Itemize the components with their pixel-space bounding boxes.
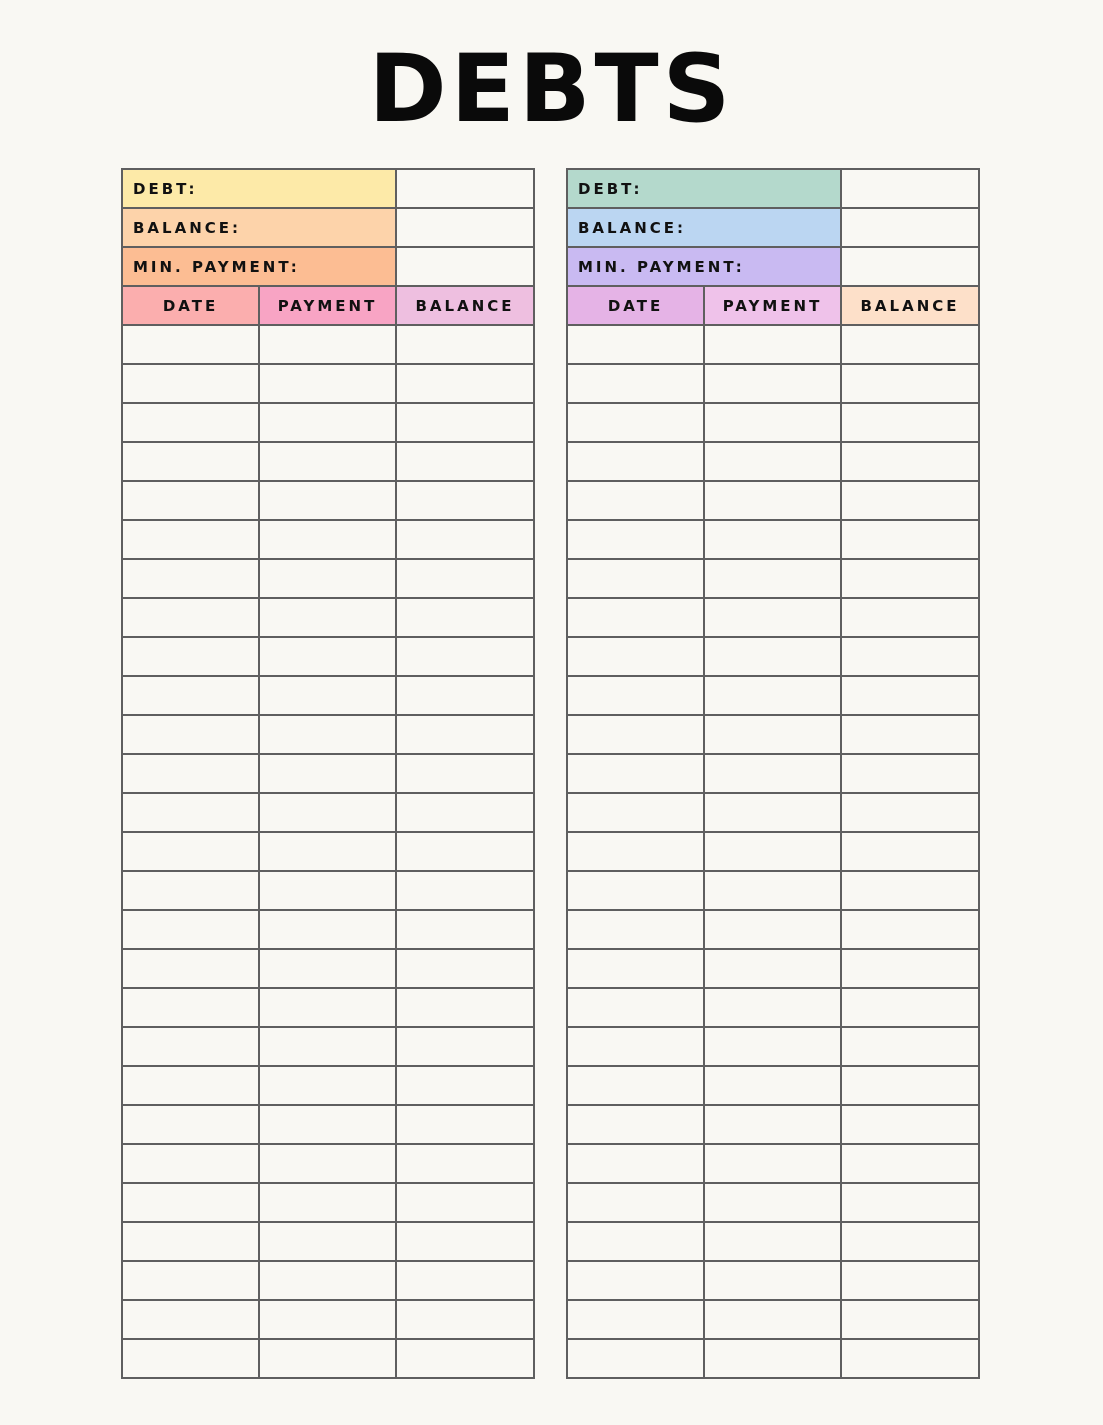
payment-entry-cell[interactable] <box>704 1027 841 1066</box>
date-entry-cell[interactable] <box>122 910 259 949</box>
payment-entry-cell[interactable] <box>704 1066 841 1105</box>
date-entry-cell[interactable] <box>567 364 704 403</box>
entry-row <box>567 637 979 676</box>
date-column-header: DATE <box>567 286 704 325</box>
entry-row <box>567 442 979 481</box>
debt-label: DEBT: <box>567 169 841 208</box>
balance-entry-cell[interactable] <box>841 1027 979 1066</box>
balance-entry-cell[interactable] <box>396 949 534 988</box>
min-payment-label: MIN. PAYMENT: <box>567 247 841 286</box>
entry-row <box>122 1339 534 1378</box>
date-entry-cell[interactable] <box>567 715 704 754</box>
entry-row <box>122 325 534 364</box>
entry-row <box>122 403 534 442</box>
entry-row <box>567 1183 979 1222</box>
balance-entry-cell[interactable] <box>841 949 979 988</box>
date-entry-cell[interactable] <box>567 676 704 715</box>
balance-label: BALANCE: <box>567 208 841 247</box>
date-entry-cell[interactable] <box>122 1027 259 1066</box>
entry-row <box>122 559 534 598</box>
debt-tracker-left <box>121 168 535 1379</box>
page-title: DEBTS <box>368 35 735 144</box>
balance-entry-cell[interactable] <box>841 598 979 637</box>
payment-entry-cell[interactable] <box>704 403 841 442</box>
payment-entry-cell[interactable] <box>259 520 396 559</box>
entry-row <box>567 1300 979 1339</box>
date-entry-cell[interactable] <box>567 949 704 988</box>
payment-entry-cell[interactable] <box>259 364 396 403</box>
payment-entry-cell[interactable] <box>259 559 396 598</box>
date-entry-cell[interactable] <box>567 1339 704 1378</box>
balance-column-header: BALANCE <box>841 286 979 325</box>
balance-entry-cell[interactable] <box>396 481 534 520</box>
entry-row <box>122 520 534 559</box>
entry-row <box>567 325 979 364</box>
balance-entry-cell[interactable] <box>396 598 534 637</box>
date-entry-cell[interactable] <box>567 520 704 559</box>
balance-entry-cell[interactable] <box>841 754 979 793</box>
balance-entry-cell[interactable] <box>841 520 979 559</box>
date-entry-cell[interactable] <box>567 1105 704 1144</box>
balance-entry-cell[interactable] <box>396 1105 534 1144</box>
min-payment-value-field[interactable] <box>841 247 979 286</box>
entry-row <box>122 364 534 403</box>
payment-entry-cell[interactable] <box>704 637 841 676</box>
balance-entry-cell[interactable] <box>841 637 979 676</box>
date-entry-cell[interactable] <box>567 1183 704 1222</box>
debt-value-field[interactable] <box>841 169 979 208</box>
payment-entry-cell[interactable] <box>259 754 396 793</box>
balance-entry-cell[interactable] <box>396 676 534 715</box>
entry-row <box>567 1222 979 1261</box>
date-entry-cell[interactable] <box>567 1066 704 1105</box>
entry-row <box>567 1027 979 1066</box>
date-entry-cell[interactable] <box>122 598 259 637</box>
entry-row <box>567 481 979 520</box>
payment-entry-cell[interactable] <box>704 715 841 754</box>
date-entry-cell[interactable] <box>567 1261 704 1300</box>
date-entry-cell[interactable] <box>122 403 259 442</box>
debt-tracker-right <box>566 168 980 1379</box>
date-entry-cell[interactable] <box>122 988 259 1027</box>
date-entry-cell[interactable] <box>567 871 704 910</box>
payment-entry-cell[interactable] <box>259 1105 396 1144</box>
entry-row <box>567 403 979 442</box>
balance-entry-cell[interactable] <box>841 1261 979 1300</box>
date-entry-cell[interactable] <box>567 442 704 481</box>
payment-entry-cell[interactable] <box>259 1027 396 1066</box>
entry-row <box>122 1105 534 1144</box>
balance-entry-cell[interactable] <box>396 1222 534 1261</box>
balance-entry-cell[interactable] <box>396 1300 534 1339</box>
payment-entry-cell[interactable] <box>704 910 841 949</box>
entry-row <box>567 364 979 403</box>
entry-row <box>567 754 979 793</box>
payment-entry-cell[interactable] <box>259 949 396 988</box>
entry-row <box>122 1066 534 1105</box>
entry-row <box>122 754 534 793</box>
entry-row <box>122 676 534 715</box>
payment-entry-cell[interactable] <box>704 949 841 988</box>
entry-row <box>567 1261 979 1300</box>
payment-entry-cell[interactable] <box>704 520 841 559</box>
payment-entry-cell[interactable] <box>704 793 841 832</box>
payment-entry-cell[interactable] <box>259 1183 396 1222</box>
date-entry-cell[interactable] <box>122 1261 259 1300</box>
balance-value-field[interactable] <box>396 208 534 247</box>
balance-entry-cell[interactable] <box>841 1339 979 1378</box>
balance-entry-cell[interactable] <box>396 442 534 481</box>
balance-column-header: BALANCE <box>396 286 534 325</box>
date-entry-cell[interactable] <box>122 1144 259 1183</box>
payment-entry-cell[interactable] <box>704 1222 841 1261</box>
balance-entry-cell[interactable] <box>396 325 534 364</box>
payment-column-header: PAYMENT <box>704 286 841 325</box>
balance-entry-cell[interactable] <box>841 403 979 442</box>
entry-row <box>567 676 979 715</box>
date-entry-cell[interactable] <box>567 403 704 442</box>
payment-entry-cell[interactable] <box>704 325 841 364</box>
balance-entry-cell[interactable] <box>841 364 979 403</box>
debt-value-field[interactable] <box>396 169 534 208</box>
payment-entry-cell[interactable] <box>704 754 841 793</box>
date-entry-cell[interactable] <box>122 1339 259 1378</box>
date-entry-cell[interactable] <box>122 442 259 481</box>
date-entry-cell[interactable] <box>122 325 259 364</box>
payment-entry-cell[interactable] <box>704 832 841 871</box>
date-entry-cell[interactable] <box>122 481 259 520</box>
date-entry-cell[interactable] <box>567 481 704 520</box>
balance-entry-cell[interactable] <box>841 871 979 910</box>
balance-entry-cell[interactable] <box>396 832 534 871</box>
payment-entry-cell[interactable] <box>259 637 396 676</box>
date-entry-cell[interactable] <box>122 676 259 715</box>
payment-entry-cell[interactable] <box>259 403 396 442</box>
date-entry-cell[interactable] <box>122 871 259 910</box>
balance-entry-cell[interactable] <box>396 871 534 910</box>
payment-entry-cell[interactable] <box>259 988 396 1027</box>
entry-row <box>567 910 979 949</box>
payment-entry-cell[interactable] <box>704 676 841 715</box>
payment-entry-cell[interactable] <box>259 871 396 910</box>
balance-entry-cell[interactable] <box>396 1027 534 1066</box>
date-entry-cell[interactable] <box>122 1066 259 1105</box>
payment-entry-cell[interactable] <box>704 481 841 520</box>
balance-entry-cell[interactable] <box>396 520 534 559</box>
entry-row <box>122 1300 534 1339</box>
balance-entry-cell[interactable] <box>396 559 534 598</box>
entry-row <box>567 988 979 1027</box>
entry-row <box>122 949 534 988</box>
date-entry-cell[interactable] <box>567 559 704 598</box>
entry-row <box>567 871 979 910</box>
balance-value-field[interactable] <box>841 208 979 247</box>
payment-entry-cell[interactable] <box>704 1144 841 1183</box>
entry-row <box>122 871 534 910</box>
balance-entry-cell[interactable] <box>841 1222 979 1261</box>
balance-entry-cell[interactable] <box>841 1300 979 1339</box>
date-entry-cell[interactable] <box>567 1300 704 1339</box>
balance-entry-cell[interactable] <box>841 793 979 832</box>
date-entry-cell[interactable] <box>122 1105 259 1144</box>
date-entry-cell[interactable] <box>122 949 259 988</box>
payment-entry-cell[interactable] <box>704 1105 841 1144</box>
payment-entry-cell[interactable] <box>704 559 841 598</box>
entry-row <box>122 832 534 871</box>
payment-entry-cell[interactable] <box>704 871 841 910</box>
entry-row <box>122 793 534 832</box>
entry-row <box>122 481 534 520</box>
payment-column-header: PAYMENT <box>259 286 396 325</box>
date-entry-cell[interactable] <box>122 520 259 559</box>
payment-entry-cell[interactable] <box>259 910 396 949</box>
debt-label: DEBT: <box>122 169 396 208</box>
entry-row <box>122 910 534 949</box>
date-entry-cell[interactable] <box>567 1222 704 1261</box>
entry-row <box>567 949 979 988</box>
date-entry-cell[interactable] <box>122 1222 259 1261</box>
entry-row <box>122 442 534 481</box>
entry-row <box>567 598 979 637</box>
entry-row <box>567 715 979 754</box>
payment-entry-cell[interactable] <box>704 1339 841 1378</box>
balance-entry-cell[interactable] <box>396 1066 534 1105</box>
entry-row <box>122 1261 534 1300</box>
payment-entry-cell[interactable] <box>704 598 841 637</box>
date-entry-cell[interactable] <box>567 598 704 637</box>
entry-row <box>567 1144 979 1183</box>
balance-entry-cell[interactable] <box>841 676 979 715</box>
balance-entry-cell[interactable] <box>841 1105 979 1144</box>
entry-row <box>567 832 979 871</box>
entry-row <box>567 1066 979 1105</box>
date-entry-cell[interactable] <box>122 832 259 871</box>
entry-row <box>567 559 979 598</box>
date-column-header: DATE <box>122 286 259 325</box>
entry-row <box>122 1222 534 1261</box>
balance-entry-cell[interactable] <box>841 1144 979 1183</box>
balance-entry-cell[interactable] <box>396 364 534 403</box>
payment-entry-cell[interactable] <box>259 1339 396 1378</box>
payment-entry-cell[interactable] <box>704 1183 841 1222</box>
date-entry-cell[interactable] <box>122 1300 259 1339</box>
payment-entry-cell[interactable] <box>259 793 396 832</box>
date-entry-cell[interactable] <box>122 793 259 832</box>
date-entry-cell[interactable] <box>567 1027 704 1066</box>
balance-entry-cell[interactable] <box>396 793 534 832</box>
entry-row <box>122 598 534 637</box>
date-entry-cell[interactable] <box>567 988 704 1027</box>
payment-entry-cell[interactable] <box>259 832 396 871</box>
balance-entry-cell[interactable] <box>841 910 979 949</box>
date-entry-cell[interactable] <box>567 1144 704 1183</box>
balance-entry-cell[interactable] <box>841 988 979 1027</box>
payment-entry-cell[interactable] <box>259 1144 396 1183</box>
balance-entry-cell[interactable] <box>396 1183 534 1222</box>
date-entry-cell[interactable] <box>122 1183 259 1222</box>
min-payment-value-field[interactable] <box>396 247 534 286</box>
payment-entry-cell[interactable] <box>704 988 841 1027</box>
payment-entry-cell[interactable] <box>259 676 396 715</box>
payment-entry-cell[interactable] <box>259 598 396 637</box>
min-payment-label: MIN. PAYMENT: <box>122 247 396 286</box>
entry-row <box>567 793 979 832</box>
balance-entry-cell[interactable] <box>396 403 534 442</box>
date-entry-cell[interactable] <box>122 715 259 754</box>
balance-entry-cell[interactable] <box>841 715 979 754</box>
date-entry-cell[interactable] <box>122 364 259 403</box>
payment-entry-cell[interactable] <box>259 325 396 364</box>
payment-entry-cell[interactable] <box>704 1300 841 1339</box>
balance-entry-cell[interactable] <box>396 1339 534 1378</box>
payment-entry-cell[interactable] <box>259 1261 396 1300</box>
date-entry-cell[interactable] <box>567 754 704 793</box>
date-entry-cell[interactable] <box>567 637 704 676</box>
balance-entry-cell[interactable] <box>841 481 979 520</box>
balance-entry-cell[interactable] <box>396 637 534 676</box>
balance-entry-cell[interactable] <box>841 832 979 871</box>
date-entry-cell[interactable] <box>567 325 704 364</box>
balance-label: BALANCE: <box>122 208 396 247</box>
date-entry-cell[interactable] <box>567 832 704 871</box>
entry-row <box>122 715 534 754</box>
payment-entry-cell[interactable] <box>259 1222 396 1261</box>
payment-entry-cell[interactable] <box>259 481 396 520</box>
balance-entry-cell[interactable] <box>841 559 979 598</box>
balance-entry-cell[interactable] <box>841 325 979 364</box>
balance-entry-cell[interactable] <box>841 1066 979 1105</box>
payment-entry-cell[interactable] <box>259 1066 396 1105</box>
date-entry-cell[interactable] <box>122 754 259 793</box>
entry-row <box>122 1027 534 1066</box>
balance-entry-cell[interactable] <box>396 754 534 793</box>
entry-row <box>567 1105 979 1144</box>
balance-entry-cell[interactable] <box>396 910 534 949</box>
balance-entry-cell[interactable] <box>396 1144 534 1183</box>
date-entry-cell[interactable] <box>122 637 259 676</box>
balance-entry-cell[interactable] <box>396 715 534 754</box>
payment-entry-cell[interactable] <box>259 1300 396 1339</box>
balance-entry-cell[interactable] <box>841 442 979 481</box>
payment-entry-cell[interactable] <box>259 442 396 481</box>
entry-row <box>567 1339 979 1378</box>
payment-entry-cell[interactable] <box>704 1261 841 1300</box>
date-entry-cell[interactable] <box>122 559 259 598</box>
payment-entry-cell[interactable] <box>704 364 841 403</box>
entry-row <box>567 520 979 559</box>
balance-entry-cell[interactable] <box>396 1261 534 1300</box>
entry-row <box>122 1183 534 1222</box>
payment-entry-cell[interactable] <box>259 715 396 754</box>
entry-row <box>122 637 534 676</box>
entry-row <box>122 988 534 1027</box>
date-entry-cell[interactable] <box>567 793 704 832</box>
balance-entry-cell[interactable] <box>396 988 534 1027</box>
balance-entry-cell[interactable] <box>841 1183 979 1222</box>
payment-entry-cell[interactable] <box>704 442 841 481</box>
date-entry-cell[interactable] <box>567 910 704 949</box>
entry-row <box>122 1144 534 1183</box>
